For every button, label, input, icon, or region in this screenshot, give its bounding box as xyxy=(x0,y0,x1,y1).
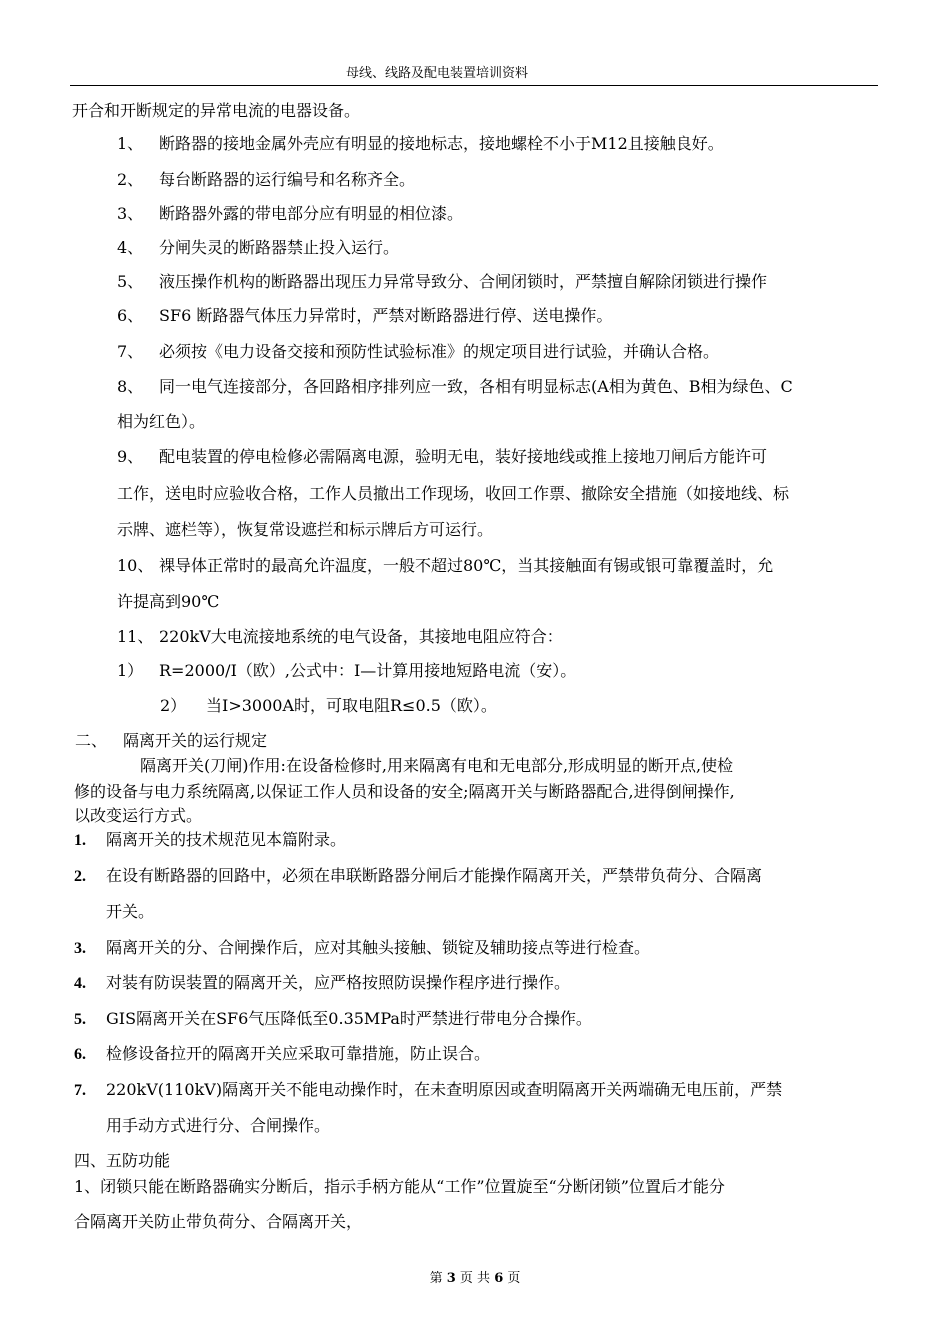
footer-page-number: 3 xyxy=(446,1271,456,1286)
section-2-para-line-2: 修的设备与电力系统隔离,以保证工作人员和设备的安全;隔离开关与断路器配合,进得倒闸操作, xyxy=(74,782,735,801)
section-4-line-2: 合隔离开关防止带负荷分、合隔离开关， xyxy=(74,1212,363,1231)
item-text: 液压操作机构的断路器出现压力异常导致分、合闸闭锁时，严禁擅自解除闭锁进行操作 xyxy=(159,272,768,291)
footer-prefix: 第 xyxy=(429,1271,443,1286)
item-number: 3. xyxy=(74,940,86,957)
sub-item-text: 当I>3000A时，可取电阻R≤0.5（欧）。 xyxy=(206,696,497,715)
disconnector-item-5 xyxy=(74,1009,592,1030)
item-number: 9、 xyxy=(117,447,144,466)
item-text: 分闸失灵的断路器禁止投入运行。 xyxy=(159,238,400,257)
breaker-item-2 xyxy=(117,170,415,190)
page-header xyxy=(70,63,878,86)
disconnector-item-4 xyxy=(74,973,570,994)
footer-mid: 页 共 xyxy=(459,1271,491,1286)
section-2-para-line-3: 以改变运行方式。 xyxy=(74,806,203,825)
section-number: 二、 xyxy=(75,731,108,750)
item-number: 11、 xyxy=(117,627,154,646)
item-text: 在设有断路器的回路中，必须在串联断路器分闸后才能操作隔离开关，严禁带负荷分、合隔离 xyxy=(106,866,763,885)
sub-item-number: 1） xyxy=(117,661,144,680)
item-text: 必须按《电力设备交接和预防性试验标准》的规定项目进行试验，并确认合格。 xyxy=(159,342,720,361)
page-footer xyxy=(0,1270,950,1288)
item-text: 裸导体正常时的最高允许温度，一般不超过80℃，当其接触面有锡或银可靠覆盖时，允 xyxy=(159,556,774,575)
disconnector-item-2-cont: 开关。 xyxy=(106,902,155,921)
item-text: 同一电气连接部分，各回路相序排列应一致，各相有明显标志(A相为黄色、B相为绿色、C xyxy=(159,377,793,396)
breaker-item-3 xyxy=(117,204,463,224)
item-text: SF6 断路器气体压力异常时，严禁对断路器进行停、送电操作。 xyxy=(159,306,613,325)
item-number: 7、 xyxy=(117,342,144,361)
sub-item-2 xyxy=(160,696,497,716)
disconnector-item-3 xyxy=(74,938,650,959)
disconnector-item-6 xyxy=(74,1044,490,1065)
sub-item-number: 2） xyxy=(160,696,187,715)
disconnector-item-1 xyxy=(74,830,346,851)
section-2-para-line-1: 隔离开关(刀闸)作用:在设备检修时,用来隔离有电和无电部分,形成明显的断开点,使检 xyxy=(140,756,734,775)
section-title: 隔离开关的运行规定 xyxy=(123,731,268,750)
breaker-item-8 xyxy=(117,377,793,397)
breaker-item-11 xyxy=(117,627,563,647)
header-title: 母线、线路及配电装置培训资料 xyxy=(345,66,528,81)
item-number: 2. xyxy=(74,868,86,885)
breaker-item-9-cont-1: 工作，送电时应验收合格，工作人员撤出工作现场，收回工作票、撤除安全措施（如接地线、标 xyxy=(117,484,790,503)
disconnector-item-7 xyxy=(74,1080,782,1101)
breaker-item-4 xyxy=(117,238,399,258)
breaker-item-9-cont-2: 示牌、遮栏等），恢复常设遮拦和标示牌后方可运行。 xyxy=(117,520,494,539)
footer-page-total: 6 xyxy=(494,1271,504,1286)
item-text: 隔离开关的分、合闸操作后，应对其触头接触、锁锭及辅助接点等进行检查。 xyxy=(106,938,651,957)
item-number: 3、 xyxy=(117,204,144,223)
section-4-line-1: 1、闭锁只能在断路器确实分断后，指示手柄方能从“工作”位置旋至“分断闭锁”位置后才能分 xyxy=(74,1177,725,1196)
item-number: 2、 xyxy=(117,170,144,189)
item-text: 对装有防误装置的隔离开关，应严格按照防误操作程序进行操作。 xyxy=(106,973,571,992)
breaker-item-1 xyxy=(117,134,724,154)
item-number: 4. xyxy=(74,975,86,992)
disconnector-item-2 xyxy=(74,866,762,887)
item-text: 220kV(110kV)隔离开关不能电动操作时，在未查明原因或查明隔离开关两端确无电压前，严禁 xyxy=(106,1080,783,1099)
item-number: 10、 xyxy=(117,556,154,575)
item-number: 5. xyxy=(74,1011,86,1028)
disconnector-item-7-cont: 用手动方式进行分、合闸操作。 xyxy=(106,1116,331,1135)
sub-item-1 xyxy=(117,661,576,681)
item-number: 6、 xyxy=(117,306,144,325)
item-text: 断路器外露的带电部分应有明显的相位漆。 xyxy=(159,204,464,223)
section-2-heading xyxy=(75,731,267,751)
breaker-item-9 xyxy=(117,447,767,467)
section-4-heading: 四、五防功能 xyxy=(74,1151,171,1170)
item-number: 7. xyxy=(74,1082,86,1099)
item-number: 4、 xyxy=(117,238,144,257)
breaker-item-8-cont: 相为红色）。 xyxy=(117,412,206,431)
item-text: 每台断路器的运行编号和名称齐全。 xyxy=(159,170,416,189)
breaker-item-10-cont: 许提高到90℃ xyxy=(117,592,220,611)
item-number: 1. xyxy=(74,832,86,849)
item-text: 检修设备拉开的隔离开关应采取可靠措施，防止误合。 xyxy=(106,1044,491,1063)
item-text: 220kV大电流接地系统的电气设备，其接地电阻应符合： xyxy=(159,627,563,646)
breaker-item-7 xyxy=(117,342,719,362)
item-number: 5、 xyxy=(117,272,144,291)
footer-suffix: 页 xyxy=(507,1271,521,1286)
item-text: GIS隔离开关在SF6气压降低至0.35MPa时严禁进行带电分合操作。 xyxy=(106,1009,592,1028)
item-number: 8、 xyxy=(117,377,144,396)
item-number: 6. xyxy=(74,1046,86,1063)
breaker-item-6 xyxy=(117,306,612,326)
sub-item-text: R=2000/I（欧）,公式中：I—计算用接地短路电流（安）。 xyxy=(159,661,577,680)
item-text: 配电装置的停电检修必需隔离电源，验明无电，装好接地线或推上接地刀闸后方能许可 xyxy=(159,447,768,466)
item-text: 隔离开关的技术规范见本篇附录。 xyxy=(106,830,347,849)
intro-line: 开合和开断规定的异常电流的电器设备。 xyxy=(72,101,361,120)
item-text: 断路器的接地金属外壳应有明显的接地标志，接地螺栓不小于M12且接触良好。 xyxy=(159,134,724,153)
breaker-item-10 xyxy=(117,556,773,576)
item-number: 1、 xyxy=(117,134,144,153)
breaker-item-5 xyxy=(117,272,767,292)
